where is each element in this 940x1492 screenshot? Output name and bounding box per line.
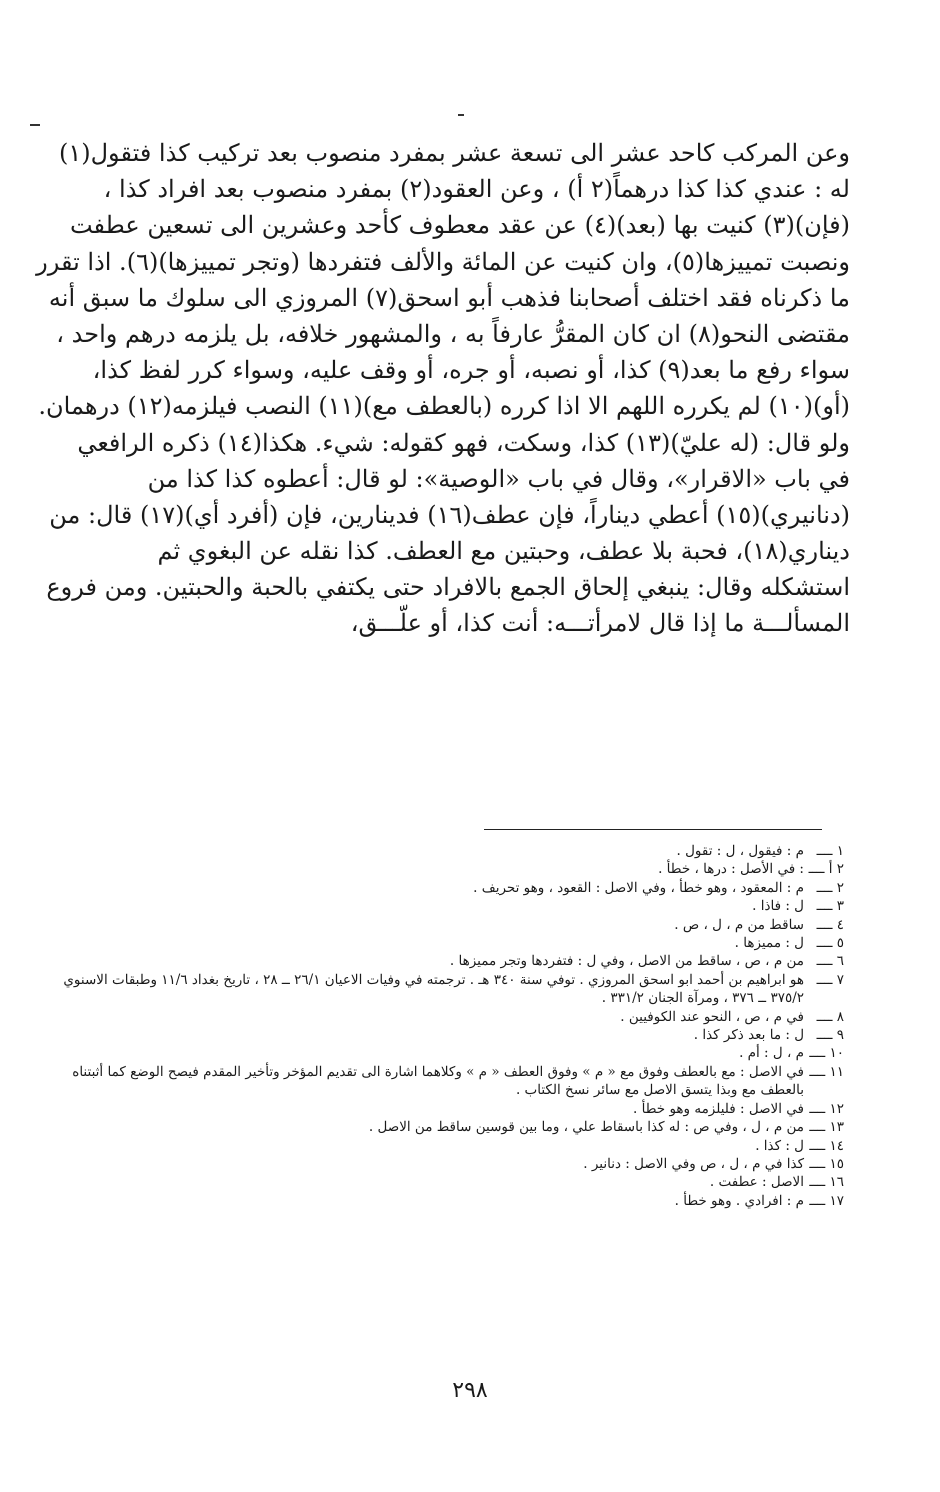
top-mark xyxy=(458,114,464,116)
main-text-line: ديناري(١٨)، فحبة بلا عطف، وحبتين مع العطف. كذا نقله عن البغوي ثم xyxy=(157,537,850,566)
footnote xyxy=(60,934,844,952)
main-text-line: وعن المركب كاحد عشر الى تسعة عشر بمفرد منصوب بعد تركيب كذا فتقول(١) xyxy=(58,139,850,167)
main-text-line: ما ذكرناه فقد اختلف أصحابنا فذهب أبو اسحق(٧) المروزي الى سلوك ما سبق أنه xyxy=(48,283,850,312)
footnote-text: ل : فاذا . xyxy=(752,898,804,915)
footnote-number: ١٠ ــــ xyxy=(809,1045,844,1062)
footnote-number: ١ ــــ xyxy=(816,843,844,859)
footnote xyxy=(60,1118,844,1136)
main-text-block xyxy=(36,135,850,642)
footnote-number: ١١ ــــ xyxy=(809,1063,844,1080)
footnote xyxy=(60,1173,844,1191)
main-text-line: استشكله وقال: ينبغي إلحاق الجمع بالافراد حتى يكتفي بالحبة والحبتين. ومن فروع xyxy=(46,573,850,602)
footnote-text: ل : مميزها . xyxy=(734,935,804,952)
footnote xyxy=(60,860,844,878)
page-number: ٢٩٨ xyxy=(452,1378,488,1403)
footnote-text: الاصل : عطفت . xyxy=(709,1174,804,1191)
footnote-number: ٥ ــــ xyxy=(816,935,844,952)
footnote-text: ل : ما بعد ذكر كذا . xyxy=(693,1027,804,1044)
footnote xyxy=(60,971,844,1008)
main-text-line: (أو)(١٠) لم يكرره اللهم الا اذا كرره (بالعطف مع)(١١) النصب فيلزمه(١٢) درهمان. xyxy=(38,392,850,421)
footnote-number: ٦ ــــ xyxy=(816,953,844,970)
footnote-text: من م ، ل ، وفي ص : له كذا باسقاط علي ، وما بين قوسين ساقط من الاصل . xyxy=(368,1119,804,1136)
main-text-line: مقتضى النحو(٨) ان كان المقرُّ عارفاً به ، والمشهور خلافه، بل يلزمه درهم واحد ، xyxy=(56,319,850,348)
main-text-line: في باب «الاقرار»، وقال في باب «الوصية»: لو قال: أعطوه كذا كذا من xyxy=(147,464,850,493)
footnote-number: ٢ أ ــــ xyxy=(808,861,844,878)
main-text-line: (فإن)(٣) كنيت بها (بعد)(٤) عن عقد معطوف كأحد وعشرين الى تسعين عطفت xyxy=(69,211,850,240)
footnote xyxy=(60,1137,844,1155)
main-text-line: ونصبت تمييزها(٥)، وان كنيت عن المائة والألف فتفردها (وتجر تمييزها)(٦). اذا تقرر xyxy=(36,247,850,276)
footnote xyxy=(60,897,844,915)
footnote-text: م ، ل : أم . xyxy=(739,1045,804,1062)
footnote-number: ١٥ ــــ xyxy=(809,1155,844,1172)
footnote xyxy=(60,916,844,934)
footnote xyxy=(60,1192,844,1210)
margin-mark xyxy=(30,124,40,126)
footnote xyxy=(60,1063,844,1100)
footnote-text: م : فيقول ، ل : تقول . xyxy=(676,843,804,859)
footnote-number: ٧ ــــ xyxy=(816,971,844,988)
main-text-line: له : عندي كذا كذا درهماً(٢ أ) ، وعن العقود(٢) بمفرد منصوب بعد افراد كذا ، xyxy=(103,175,850,204)
footnote-number: ١٢ ــــ xyxy=(809,1100,844,1117)
footnote-number: ٢ ــــ xyxy=(816,879,844,896)
footnote-number: ١٣ ــــ xyxy=(809,1119,844,1136)
footnote xyxy=(60,1155,844,1173)
footnote-number: ٣ ــــ xyxy=(816,898,844,915)
footnote-number: ١٦ ــــ xyxy=(809,1174,844,1191)
main-text-line: (دنانيري)(١٥) أعطي ديناراً، فإن عطف(١٦) فدينارين، فإن (أفرد أي)(١٧) قال: من xyxy=(49,500,850,529)
footnote-text: م : المعقود ، وهو خطأ ، وفي الاصل : القعود ، وهو تحريف . xyxy=(473,879,804,896)
footnote xyxy=(60,1100,844,1118)
footnote-text: : في الأصل : درها ، خطأ . xyxy=(658,861,804,878)
main-text-line: ولو قال: (له عليّ)(١٣) كذا، وسكت، فهو كقوله: شيء. هكذا(١٤) ذكره الرافعي xyxy=(77,428,850,457)
footnote-text: من م ، ص ، ساقط من الاصل ، وفي ل : فتفردها وتجر مميزها . xyxy=(449,953,804,970)
footnote-number: ١٤ ــــ xyxy=(809,1137,844,1154)
footnote-number: ٨ ــــ xyxy=(816,1008,844,1025)
main-text-line: سواء رفع ما بعد(٩) كذا، أو نصبه، أو جره، أو وقف عليه، وسواء كرر لفظ كذا، xyxy=(92,356,850,385)
footnote-separator xyxy=(484,829,822,830)
footnote xyxy=(60,952,844,970)
footnote-text: في الاصل : مع بالعطف وفوق مع « م » وفوق العطف « م » وكلاهما اشارة الى تقديم المؤخر وتأخير المقدم فيصح الوضع كما أثبتناه بالعطف مع وبذا يتسق الاصل مع سائر نسخ الكتاب . xyxy=(72,1063,804,1099)
footnote-text: هو ابراهيم بن أحمد ابو اسحق المروزي . توفي سنة ٣٤٠ هـ . ترجمته في وفيات الاعيان ٢٦/١ ــ ٢٨ ، تاريخ بغداد ١١/٦ وطبقات الاسنوي ٣٧٥/٢ ــ ٣٧٦ ، ومرآة الجنان ٣٣١/٢ . xyxy=(63,971,804,1007)
footnote-text: ل : كذا . xyxy=(755,1137,804,1154)
footnote-number: ٤ ــــ xyxy=(816,916,844,933)
footnote-text: في الاصل : فليلزمه وهو خطأ . xyxy=(633,1100,804,1117)
footnote xyxy=(60,1008,844,1026)
footnote xyxy=(60,1026,844,1044)
footnote-text: م : افرادي . وهو خطأ . xyxy=(674,1192,804,1209)
main-text-line: المسألـــة ما إذا قال لامرأتـــه: أنت كذا، أو علّـــق، xyxy=(350,609,850,638)
footnote-number: ٩ ــــ xyxy=(816,1027,844,1044)
footnote-text: في م ، ص ، النحو عند الكوفيين . xyxy=(620,1008,804,1025)
footnote xyxy=(60,879,844,897)
footnotes-block xyxy=(60,842,844,1210)
footnote xyxy=(60,842,844,860)
footnote-text: ساقط من م ، ل ، ص . xyxy=(674,916,804,933)
footnote-number: ١٧ ــــ xyxy=(809,1192,844,1209)
footnote-text: كذا في م ، ل ، ص وفي الاصل : دنانير . xyxy=(583,1155,804,1172)
footnote xyxy=(60,1044,844,1062)
